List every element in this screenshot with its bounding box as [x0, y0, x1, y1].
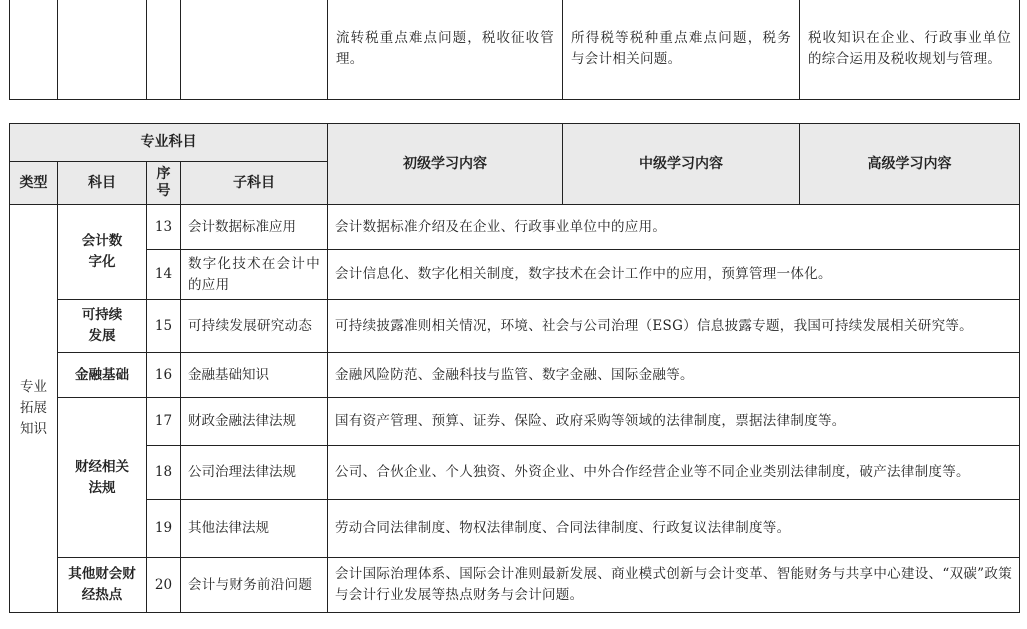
- seq-cell: 17: [147, 398, 181, 446]
- group-other-hotspots: 其他财会财经热点: [58, 558, 147, 613]
- table-row: [10, 300, 1020, 353]
- top-table: [9, 0, 1020, 100]
- sub-subject-cell: 公司治理法律法规: [181, 446, 328, 500]
- sub-subject-cell: 会计与财务前沿问题: [181, 558, 328, 613]
- advanced-content-cell: 税收知识在企业、行政事业单位的综合运用及税收规划与管理。: [800, 0, 1020, 100]
- main-table: [9, 123, 1020, 613]
- content-cell: 会计国际治理体系、国际会计准则最新发展、商业模式创新与会计变革、智能财务与共享中心建设、“双碳”政策与会计行业发展等热点财务与会计问题。: [328, 558, 1020, 613]
- seq-cell: 19: [147, 500, 181, 558]
- table-row: [10, 398, 1020, 446]
- table-row: [10, 250, 1020, 300]
- empty-cell: [10, 0, 58, 100]
- empty-cell: [147, 0, 181, 100]
- content-cell: 国有资产管理、预算、证券、保险、政府采购等领域的法律制度，票据法律制度等。: [328, 398, 1020, 446]
- content-cell: 会计数据标准介绍及在企业、行政事业单位中的应用。: [328, 205, 1020, 250]
- table-row: [10, 500, 1020, 558]
- header-row: [10, 124, 1020, 162]
- sub-subject-cell: 金融基础知识: [181, 353, 328, 398]
- content-cell: 公司、合伙企业、个人独资、外资企业、中外合作经营企业等不同企业类别法律制度，破产法律制度等。: [328, 446, 1020, 500]
- sub-subject-cell: 数字化技术在会计中的应用: [181, 250, 328, 300]
- intermediate-header: 中级学习内容: [563, 124, 800, 205]
- seq-cell: 20: [147, 558, 181, 613]
- sub-subject-cell: 可持续发展研究动态: [181, 300, 328, 353]
- empty-cell: [181, 0, 328, 100]
- group-finance-law: 财经相关法规: [58, 398, 147, 558]
- table-row: [10, 558, 1020, 613]
- empty-cell: [58, 0, 147, 100]
- seq-header: 序号: [147, 162, 181, 205]
- seq-cell: 16: [147, 353, 181, 398]
- seq-cell: 15: [147, 300, 181, 353]
- table-row: [10, 353, 1020, 398]
- seq-cell: 14: [147, 250, 181, 300]
- content-cell: 会计信息化、数字化相关制度，数字技术在会计工作中的应用，预算管理一体化。: [328, 250, 1020, 300]
- sub-subject-cell: 其他法律法规: [181, 500, 328, 558]
- seq-cell: 18: [147, 446, 181, 500]
- advanced-header: 高级学习内容: [800, 124, 1020, 205]
- content-cell: 金融风险防范、金融科技与监管、数字金融、国际金融等。: [328, 353, 1020, 398]
- type-cell: 专业拓展知识: [10, 205, 58, 613]
- group-finance-basics: 金融基础: [58, 353, 147, 398]
- intermediate-content-cell: 所得税等税种重点难点问题，税务与会计相关问题。: [563, 0, 800, 100]
- table-row: [10, 0, 1020, 100]
- group-sustainable: 可持续发展: [58, 300, 147, 353]
- type-header: 类型: [10, 162, 58, 205]
- sub-subject-cell: 财政金融法律法规: [181, 398, 328, 446]
- group-accounting-digital: 会计数字化: [58, 205, 147, 300]
- sub-subject-cell: 会计数据标准应用: [181, 205, 328, 250]
- content-cell: 可持续披露准则相关情况，环境、社会与公司治理（ESG）信息披露专题，我国可持续发展相关研究等。: [328, 300, 1020, 353]
- seq-cell: 13: [147, 205, 181, 250]
- basic-content-cell: 流转税重点难点问题，税收征收管理。: [328, 0, 563, 100]
- subject-header: 科目: [58, 162, 147, 205]
- basic-header: 初级学习内容: [328, 124, 563, 205]
- sub-subject-header: 子科目: [181, 162, 328, 205]
- professional-subjects-header: 专业科目: [10, 124, 328, 162]
- table-row: [10, 205, 1020, 250]
- table-row: [10, 446, 1020, 500]
- content-cell: 劳动合同法律制度、物权法律制度、合同法律制度、行政复议法律制度等。: [328, 500, 1020, 558]
